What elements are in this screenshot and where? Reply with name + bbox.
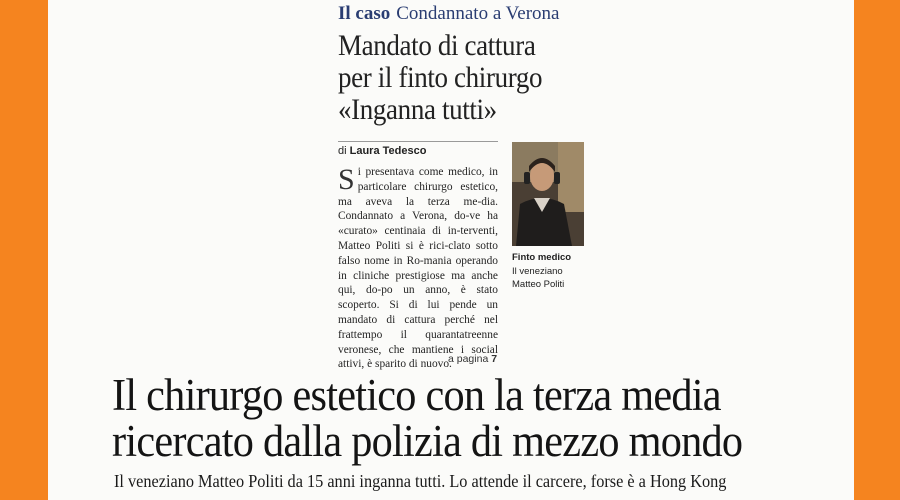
portrait-photo xyxy=(512,142,584,246)
photo-caption xyxy=(512,251,632,292)
newspaper-clipping xyxy=(48,0,854,500)
portrait-photo-illustration xyxy=(512,142,584,246)
caption-line: Matteo Politi xyxy=(512,279,565,290)
main-headline-line: ricercato dalla polizia di mezzo mondo xyxy=(112,416,743,466)
byline-author: Laura Tedesco xyxy=(349,145,427,157)
main-subtitle: Il veneziano Matteo Politi da 15 anni inganna tutti. Lo attende il carcere, forse è a Hong Kong xyxy=(114,471,727,491)
orange-border-left xyxy=(0,0,48,500)
kicker xyxy=(338,2,559,26)
main-headline-line: Il chirurgo estetico con la terza media xyxy=(112,370,721,420)
article-body xyxy=(338,165,498,372)
main-headline xyxy=(112,372,826,464)
article-headline xyxy=(338,30,608,126)
headline-line: Mandato di cattura xyxy=(338,29,536,62)
headline-line: «Inganna tutti» xyxy=(338,93,497,126)
continues-on-page xyxy=(448,352,497,366)
byline-prefix: di xyxy=(338,145,347,157)
headline-line: per il finto chirurgo xyxy=(338,61,543,94)
kicker-text: Condannato a Verona xyxy=(396,3,560,24)
article-paragraph: i presentava come medico, in particolare chirurgo estetico, ma aveva la terza me-dia. Condannato a Verona, do-ve ha «curato» centinaia di in-terventi, Matteo Politi si è rici-clato sotto falso nome in Ro-mania operando in cliniche prestigiose ma anche qui, do-po un anno, è stato scoperto. Si di lui pende un mandato di cattura perché nel frattempo il quarantatreenne veronese, che mantiene i social attivi, è sparito di nuovo. xyxy=(338,166,498,371)
orange-border-right xyxy=(854,0,900,500)
caption-title: Finto medico xyxy=(512,252,572,263)
byline xyxy=(338,143,426,159)
continues-page-number: 7 xyxy=(491,353,498,365)
caption-line: Il veneziano xyxy=(512,265,563,277)
continues-label: a pagina xyxy=(448,353,489,365)
drop-cap: S xyxy=(338,163,355,196)
byline-rule xyxy=(338,141,498,142)
kicker-label: Il caso xyxy=(338,3,391,24)
